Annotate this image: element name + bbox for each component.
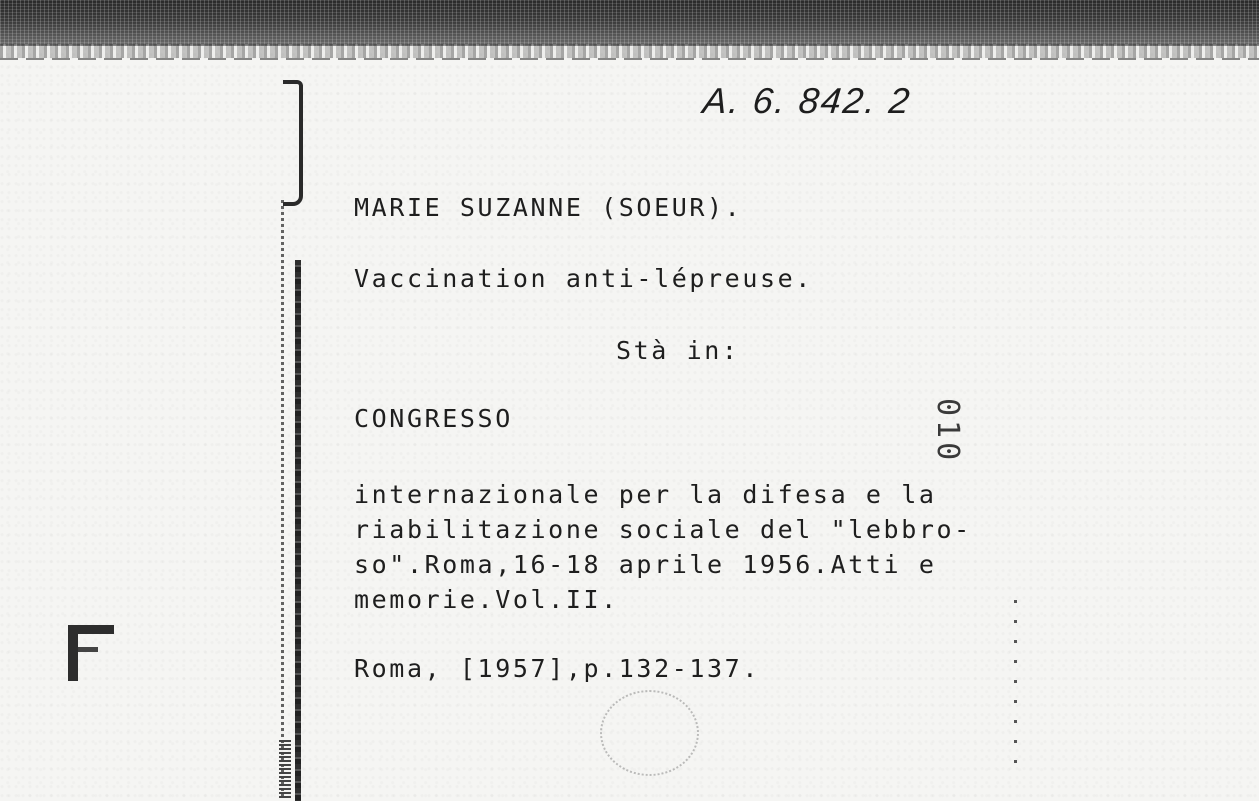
side-stamp: 010 [930, 398, 965, 465]
card-binding-strip [279, 80, 309, 801]
corner-mark-horizontal [68, 625, 114, 634]
binding-thin-line [281, 200, 284, 800]
description-line: memorie.Vol.II. [354, 585, 619, 614]
scan-top-band-edge [0, 44, 1259, 58]
author: MARIE SUZANNE (SOEUR). [354, 193, 743, 222]
description-line: internazionale per la difesa e la [354, 480, 937, 509]
ink-blot [600, 690, 699, 776]
binding-main-line [295, 260, 301, 801]
corner-mark-inner [78, 647, 98, 652]
congress-heading: CONGRESSO [354, 404, 513, 433]
binding-bracket [283, 80, 303, 206]
record-title: Vaccination anti-lépreuse. [354, 264, 813, 293]
catalog-number: A. 6. 842. 2 [700, 80, 914, 121]
description-line: riabilitazione sociale del "lebbro- [354, 515, 972, 544]
in-label: Stà in: [616, 336, 740, 365]
description-line: so".Roma,16-18 aprile 1956.Atti e [354, 550, 937, 579]
binding-dots [279, 740, 291, 800]
imprint: Roma, [1957],p.132-137. [354, 654, 760, 683]
top-rule [0, 58, 1259, 60]
scan-top-band [0, 0, 1259, 46]
congress-description [354, 477, 972, 617]
corner-mark [68, 625, 114, 681]
right-edge-marks [1014, 600, 1017, 780]
